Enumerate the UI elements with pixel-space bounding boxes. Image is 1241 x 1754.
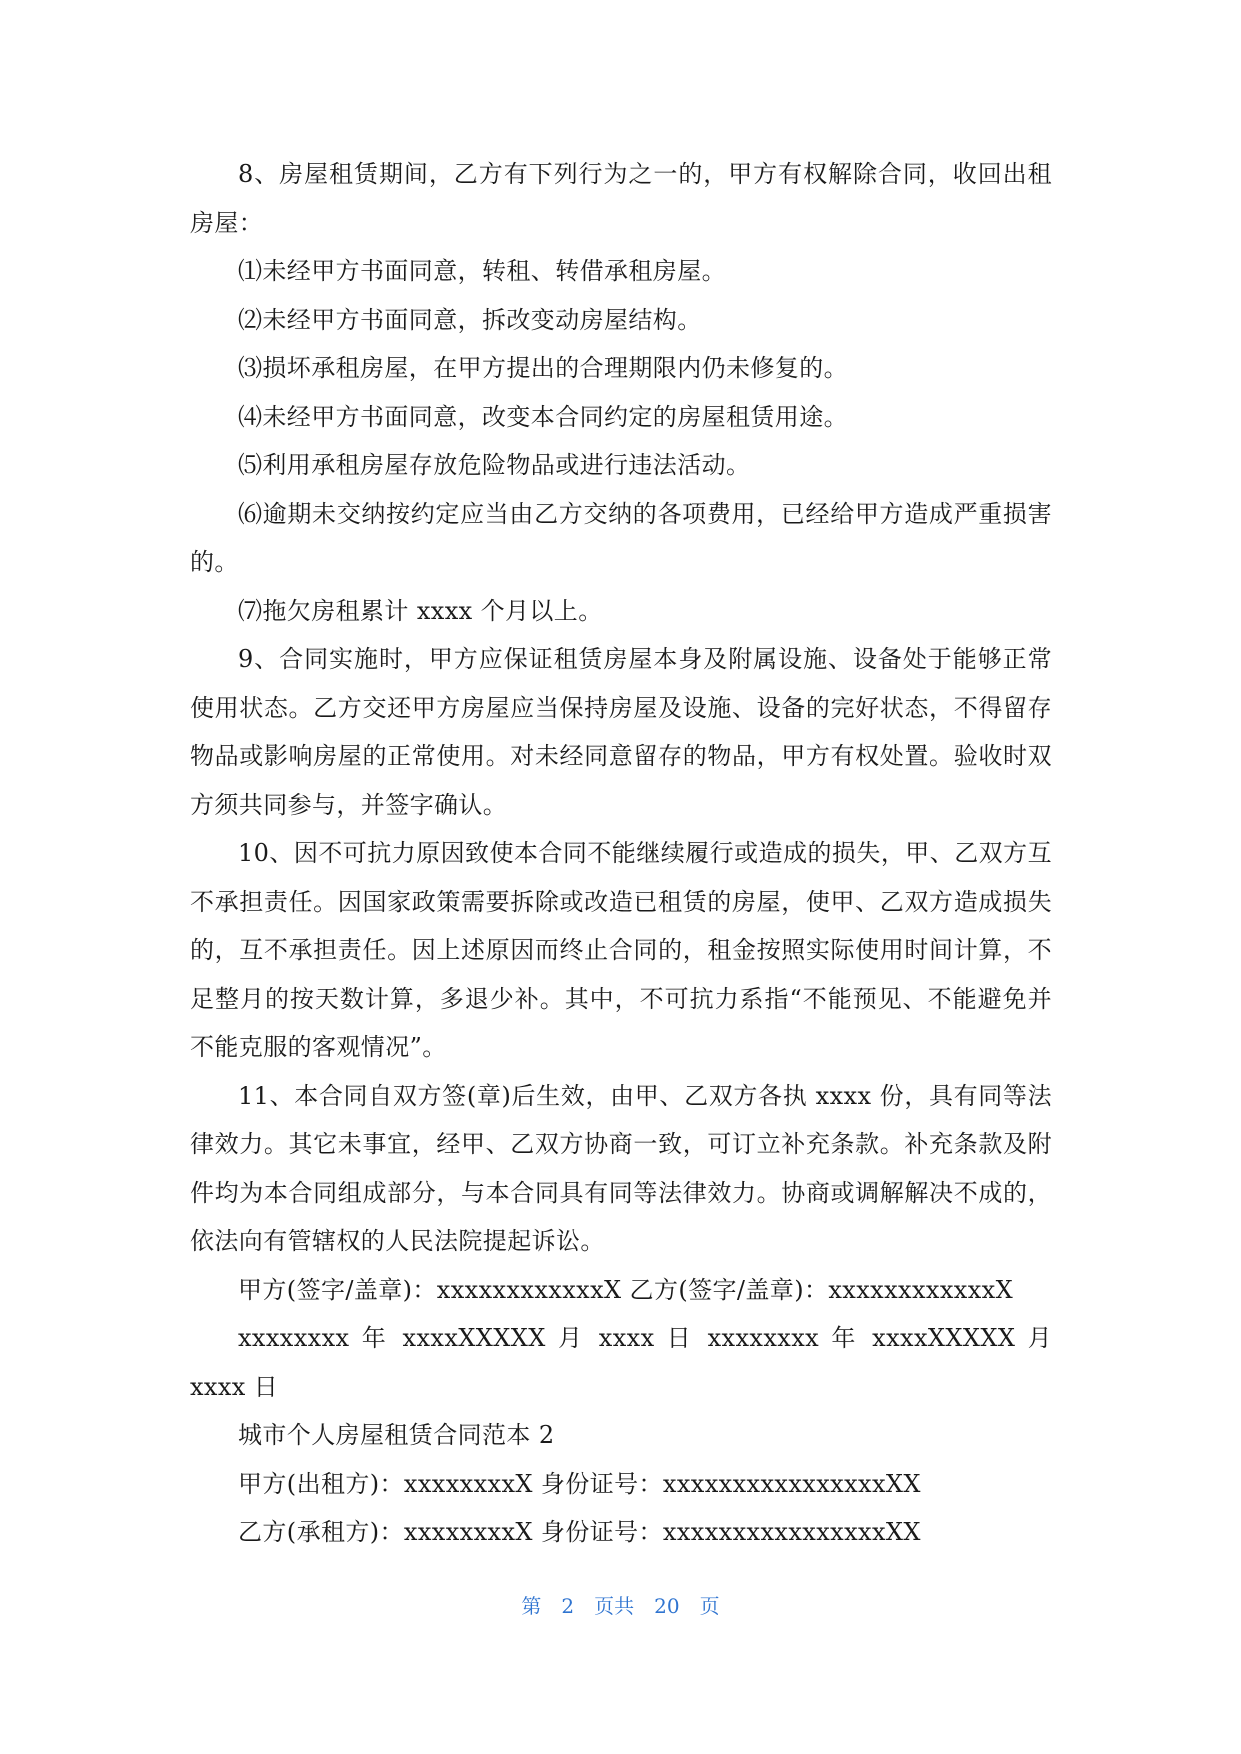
clause-9: 9、合同实施时，甲方应保证租赁房屋本身及附属设施、设备处于能够正常使用状态。乙方交还甲方房屋应当保持房屋及设施、设备的完好状态，不得留存物品或影响房屋的正常使用。对未经同意留存的物品，甲方有权处置。验收时双方须共同参与，并签字确认。 (190, 645, 1052, 819)
clause-8-item-6: ⑹逾期未交纳按约定应当由乙方交纳的各项费用，已经给甲方造成严重损害的。 (190, 499, 1052, 576)
clause-8-item-2: ⑵未经甲方书面同意，拆改变动房屋结构。 (238, 305, 702, 334)
footer-total-pages: 20 (654, 1594, 680, 1618)
clause-8-item-4: ⑷未经甲方书面同意，改变本合同约定的房屋租赁用途。 (238, 402, 848, 431)
clause-8-item-1: ⑴未经甲方书面同意，转租、转借承租房屋。 (238, 257, 726, 285)
footer-suffix: 页 (699, 1594, 720, 1618)
document-body (190, 150, 1052, 1557)
party-a-line: 甲方(出租方)：xxxxxxxxX 身份证号：xxxxxxxxxxxxxxxxXX (238, 1469, 921, 1498)
page-footer (0, 1590, 1241, 1619)
date-line: xxxxxxxx 年 xxxxXXXXX 月 xxxx 日 xxxxxxxx 年 xxxxXXXXX 月 xxxx 日 (190, 1324, 1052, 1401)
clause-11: 11、本合同自双方签(章)后生效，由甲、乙双方各执 xxxx 份，具有同等法律效力。其它未事宜，经甲、乙双方协商一致，可订立补充条款。补充条款及附件均为本合同组成部分，与本合同具有同等法律效力。协商或调解解决不成的，依法向有管辖权的人民法院提起诉讼。 (190, 1081, 1052, 1255)
signature-line: 甲方(签字/盖章)：xxxxxxxxxxxxX 乙方(签字/盖章)：xxxxxxxxxxxxX (238, 1275, 1014, 1304)
footer-mid: 页共 (594, 1594, 635, 1618)
clause-8: 8、房屋租赁期间，乙方有下列行为之一的，甲方有权解除合同，收回出租房屋： (190, 160, 1052, 237)
clause-10: 10、因不可抗力原因致使本合同不能继续履行或造成的损失，甲、乙双方互不承担责任。因国家政策需要拆除或改造已租赁的房屋，使甲、乙双方造成损失的，互不承担责任。因上述原因而终止合同的，租金按照实际使用时间计算，不足整月的按天数计算，多退少补。其中，不可抗力系指“不能预见、不能避免并不能克服的客观情况”。 (190, 839, 1052, 1061)
section-title: 城市个人房屋租赁合同范本 2 (238, 1421, 555, 1449)
footer-prefix: 第 (521, 1594, 542, 1618)
party-b-line: 乙方(承租方)：xxxxxxxxX 身份证号：xxxxxxxxxxxxxxxxXX (238, 1518, 921, 1546)
clause-8-item-3: ⑶损坏承租房屋，在甲方提出的合理期限内仍未修复的。 (238, 354, 848, 382)
clause-8-item-5: ⑸利用承租房屋存放危险物品或进行违法活动。 (238, 451, 751, 479)
footer-page-number: 2 (561, 1594, 575, 1618)
clause-8-item-7: ⑺拖欠房租累计 xxxx 个月以上。 (238, 596, 603, 625)
